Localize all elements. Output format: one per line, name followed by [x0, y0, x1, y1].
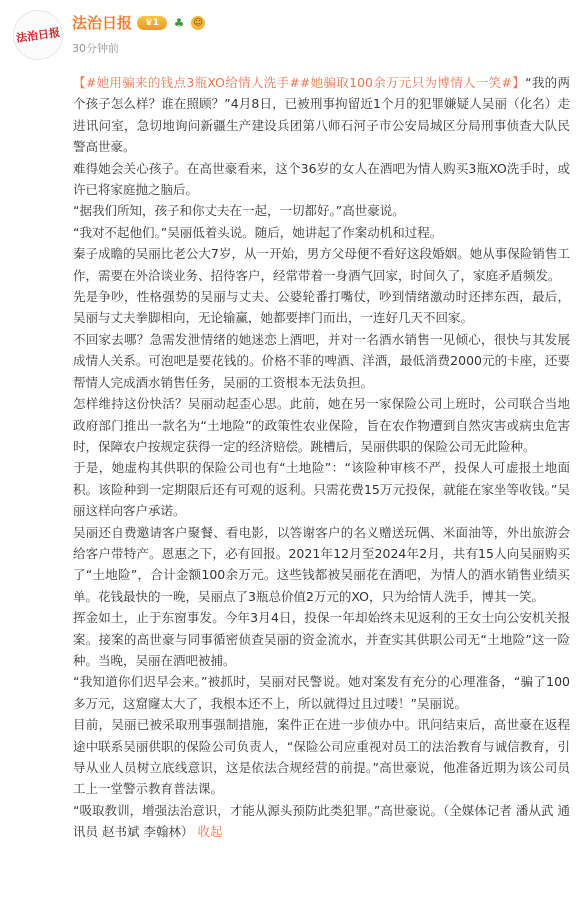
paragraph-5: 秦子成瞻的吴丽比老公大7岁，从一开始，男方父母便不看好这段婚姻。她从事保险销售工作，需要在外洽谈业务、招待客户，经常带着一身酒气回家，时间久了，家庭矛盾频发。: [73, 246, 570, 283]
account-name[interactable]: 法治日报: [72, 14, 133, 32]
paragraph-13: 目前，吴丽已被采取刑事强制措施，案件正在进一步侦办中。讯问结束后，高世豪在返程途中联系吴丽供职的保险公司负责人，“保险公司应重视对员工的法治教育与诚信教育，引导从业人员树立底线意识，这是依法合规经营的前提。”高世豪说，他准备近期为该公司员工上一堂警示教育普法课。: [73, 717, 570, 797]
paragraph-11: 挥金如土，止于东窗事发。今年3月4日，投保一年却始终未见返利的王女士向公安机关报案。接案的高世豪与同事循密侦查吴丽的资金流水，并查实其供职公司无“土地险”这一险种。当晚，吴丽在酒吧被捕。: [73, 610, 570, 668]
topic-link[interactable]: 【#她用骗来的钱点3瓶XO给情人洗手##她骗取100余万元只为博情人一笑#】: [73, 75, 526, 90]
paragraph-2: 难得她会关心孩子。在高世豪看来，这个36岁的女人在酒吧为情人购买3瓶XO洗手时，或许已将家庭抛之脑后。: [73, 160, 570, 198]
paragraph-7: 不回家去哪？急需发泄情绪的她迷恋上酒吧，并对一名酒水销售一见倾心，很快与其发展成情人关系。可泡吧是要花钱的。价格不菲的啤酒、洋酒，最低消费2000元的卡座，还要帮情人完成酒水销售任务，吴丽的工资根本无法负担。: [73, 331, 570, 390]
vip-level: 1: [152, 17, 160, 28]
avatar-logo: 法治日报: [15, 25, 61, 45]
emoji-badge-icon[interactable]: ☺: [191, 16, 205, 30]
paragraph-9: 于是，她虚构其供职的保险公司也有“土地险”：“该险种审核不严，投保人可虚报土地面积。该险种到一定期限后还有可观的返利。只需花费15万元投保，就能在家坐等收钱。”吴丽这样向客户承诺。: [73, 460, 570, 519]
closing-text: “吸取教训，增强法治意识，才能从源头预防此类犯罪。”高世豪说。（全媒体记者 潘从武 通讯员 赵书斌 李翰林）: [73, 802, 570, 840]
paragraph-4: “我对不起他们。”吴丽低着头说。随后，她讲起了作案动机和过程。: [73, 224, 443, 240]
paragraph-12: “我知道你们迟早会来。”被抓时，吴丽对民警说。她对案发有充分的心理准备，“骗了100多万元，这窟窿太大了，我根本还不上，所以就得过且过喽！”吴丽说。: [73, 674, 570, 711]
post-time[interactable]: 30分钟前: [72, 42, 119, 55]
paragraph-6: 先是争吵，性格强势的吴丽与丈夫、公婆轮番打嘴仗，吵到情绪激动时还摔东西，最后，吴丽与丈夫拳脚相向，无论输赢，她都要摔门而出，一连好几天不回家。: [73, 289, 570, 326]
account-name-row: [72, 12, 205, 33]
avatar[interactable]: [13, 10, 63, 60]
post-content: [73, 72, 570, 843]
paragraph-1: [73, 72, 570, 158]
paragraph-3: “据我们所知，孩子和你丈夫在一起，一切都好。”高世豪说。: [73, 203, 405, 219]
post-header: [0, 0, 582, 78]
collapse-link[interactable]: 收起: [197, 824, 223, 840]
paragraph-8: 怎样维持这份快活？吴丽动起歪心思。此前，她在另一家保险公司上班时，公司联合当地政府部门推出一款名为“土地险”的政策性农业保险，旨在农作物遭到自然灾害或病虫危害时，保障农户按规定获得一定的经济赔偿。跳槽后，吴丽供职的保险公司无此险种。: [73, 396, 570, 454]
tree-icon[interactable]: ♣: [173, 15, 185, 30]
paragraph-14: [73, 800, 570, 843]
paragraph-10: 吴丽还自费邀请客户聚餐、看电影，以答谢客户的名义赠送玩偶、米面油等，外出旅游会给客户带特产。恩惠之下，必有回报。2021年12月至2024年2月，共有15人向吴丽购买了“土地险”，合计金额100余万元。这些钱都被吴丽花在酒吧，为情人的酒水销售业绩买单。花钱最快的一晚，吴丽点了3瓶总价值2万元的XO，只为给情人洗手，博其一笑。: [73, 524, 570, 604]
vip-crown-icon[interactable]: ♛ 1: [137, 16, 167, 30]
paragraph-1-text: “我的两个孩子怎么样？谁在照顾？”4月8日，已被刑事拘留近1个月的犯罪嫌疑人吴丽（化名）走进讯问室，急切地询问新疆生产建设兵团第八师石河子市公安局城区分局刑事侦查大队民警高世豪。: [73, 75, 571, 155]
